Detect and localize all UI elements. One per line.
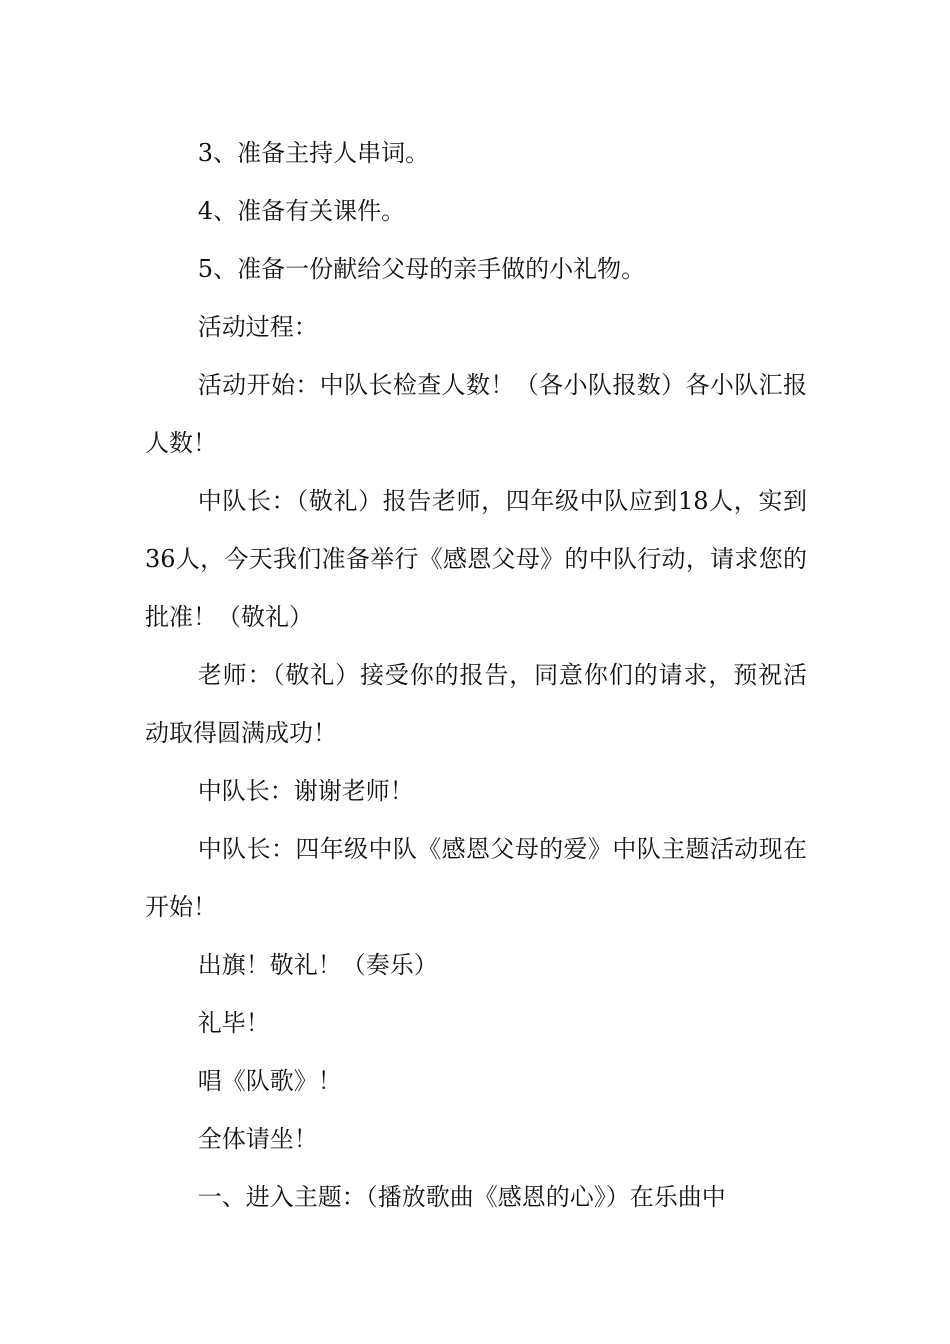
paragraph-activity-start: 活动开始：中队长检查人数！（各小队报数）各小队汇报人数！ [145,371,807,457]
paragraph-captain-thanks: 中队长：谢谢老师！ [197,777,414,805]
paragraph-captain-announce: 中队长：四年级中队《感恩父母的爱》中队主题活动现在开始！ [145,835,807,921]
paragraph-flag: 出旗！敬礼！（奏乐） [197,951,438,979]
paragraph-teacher-reply: 老师：（敬礼）接受你的报告，同意你们的请求，预祝活动取得圆满成功！ [145,661,807,747]
paragraph-sit: 全体请坐！ [197,1125,318,1153]
paragraph-salute-end: 礼毕！ [197,1009,270,1037]
paragraph-prep-3: 3、准备主持人串词。 [197,139,430,167]
paragraph-section-one: 一、进入主题：（播放歌曲《感恩的心》）在乐曲中 [197,1183,726,1211]
paragraph-prep-5: 5、准备一份献给父母的亲手做的小礼物。 [197,255,646,283]
paragraph-prep-4: 4、准备有关课件。 [197,197,406,225]
document-body [145,124,807,1226]
paragraph-anthem: 唱《队歌》！ [197,1067,342,1095]
paragraph-captain-report: 中队长：（敬礼）报告老师，四年级中队应到18人，实到36人，今天我们准备举行《感恩父母》的中队行动，请求您的批准！（敬礼） [145,487,807,631]
paragraph-process-heading: 活动过程： [197,313,318,341]
